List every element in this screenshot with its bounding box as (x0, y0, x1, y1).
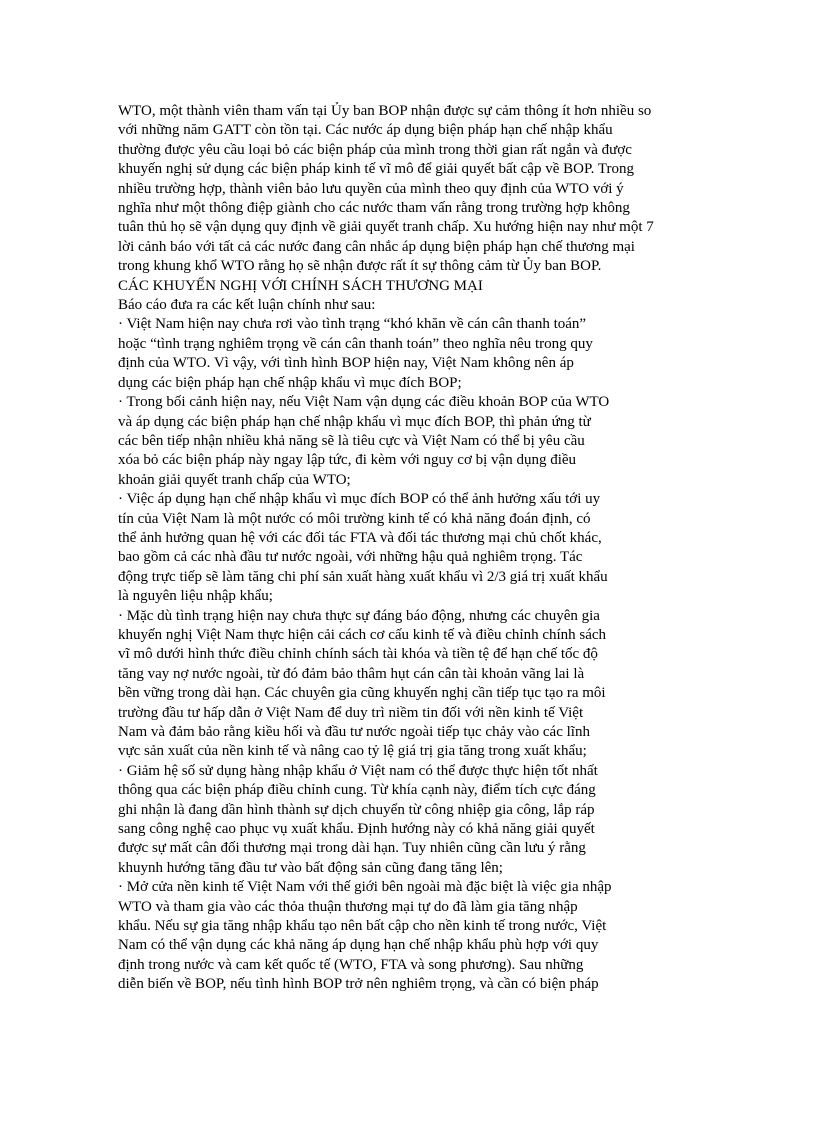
text-line: bền vững trong dài hạn. Các chuyên gia cũng khuyến nghị cần tiếp tục tạo ra môi (118, 685, 606, 702)
text-line: hoặc “tình trạng nghiêm trọng về cán cân thanh toán” theo nghĩa nêu trong quy (118, 335, 593, 352)
text-line: được sự mất cân đối thương mại trong dài hạn. Tuy nhiên cũng cần lưu ý rằng (118, 840, 586, 857)
text-line: thường được yêu cầu loại bỏ các biện pháp của mình trong thời gian rất ngắn và được (118, 141, 632, 158)
text-line: và áp dụng các biện pháp hạn chế nhập khẩu vì mục đích BOP, thì phản ứng từ (118, 413, 591, 430)
text-line: Báo cáo đưa ra các kết luận chính như sau: (118, 297, 376, 314)
text-line: tăng vay nợ nước ngoài, từ đó đảm bảo thâm hụt cán cân tài khoản vãng lai là (118, 665, 585, 682)
text-line: nghĩa như một thông điệp giành cho các nước tham vấn rằng trong trường hợp không (118, 200, 630, 217)
text-line: Nam có thể vận dụng các khả năng áp dụng hạn chế nhập khẩu phù hợp với quy (118, 937, 599, 954)
text-line: khuyến nghị Việt Nam thực hiện cải cách cơ cấu kinh tế và điều chỉnh chính sách (118, 626, 607, 643)
text-line: lời cảnh báo với tất cả các nước đang cân nhắc áp dụng biện pháp hạn chế thương mại (118, 238, 635, 255)
text-line: khuyến nghị sử dụng các biện pháp kinh tế vĩ mô để giải quyết bất cập về BOP. Trong (118, 161, 634, 178)
intro-paragraph (118, 102, 698, 277)
text-line: · Trong bối cảnh hiện nay, nếu Việt Nam vận dụng các điều khoản BOP của WTO (118, 394, 610, 411)
text-line: sang công nghệ cao phục vụ xuất khẩu. Định hướng này có khả năng giải quyết (118, 821, 595, 838)
text-line: Nam và đảm bảo rằng kiều hối và đầu tư nước ngoài tiếp tục chảy vào các lĩnh (118, 724, 590, 740)
text-line: thông qua các biện pháp điều chỉnh cung. Từ khía cạnh này, điểm tích cực đáng (118, 782, 596, 799)
text-line: động trực tiếp sẽ làm tăng chi phí sản xuất hàng xuất khẩu vì 2/3 giá trị xuất khẩu (118, 568, 608, 585)
text-line: trong khung khổ WTO rằng họ sẽ nhận được rất ít sự thông cảm từ Ủy ban BOP. (118, 258, 602, 275)
text-line: WTO và tham gia vào các thỏa thuận thương mại tự do đã làm gia tăng nhập (118, 898, 578, 915)
text-line: WTO, một thành viên tham vấn tại Ủy ban BOP nhận được sự cảm thông ít hơn nhiều so (118, 103, 652, 119)
text-line: khuynh hướng tăng đầu tư vào bất động sản cũng đang tăng lên; (118, 859, 503, 876)
text-line: xóa bỏ các biện pháp này ngay lập tức, đi kèm với nguy cơ bị vận dụng điều (118, 452, 577, 469)
text-line: là nguyên liệu nhập khẩu; (118, 588, 273, 605)
text-line: tín của Việt Nam là một nước có môi trường kinh tế có khả năng đoán định, có (118, 510, 591, 527)
recommendations-section (118, 296, 698, 995)
text-line: · Việc áp dụng hạn chế nhập khẩu vì mục đích BOP có thể ảnh hưởng xấu tới uy (118, 491, 601, 508)
text-line: tuân thủ họ sẽ vận dụng quy định về giải quyết tranh chấp. Xu hướng hiện nay như một 7 (118, 219, 654, 236)
text-line: vực sản xuất của nền kinh tế và nâng cao tỷ lệ giá trị gia tăng trong xuất khẩu; (118, 743, 587, 760)
text-line: · Mặc dù tình trạng hiện nay chưa thực sự đáng báo động, nhưng các chuyên gia (118, 607, 600, 624)
section-heading: CÁC KHUYẾN NGHỊ VỚI CHÍNH SÁCH THƯƠNG MẠI (118, 277, 483, 294)
text-line: dụng các biện pháp hạn chế nhập khẩu vì mục đích BOP; (118, 374, 462, 391)
text-line: trường đầu tư hấp dẫn ở Việt Nam để duy trì niềm tin đối với nền kinh tế Việt (118, 704, 584, 721)
text-line: ghi nhận là đang dần hình thành sự dịch chuyển từ công nhiệp gia công, lắp ráp (118, 801, 595, 818)
text-line: thể ảnh hưởng quan hệ với các đối tác FTA và đối tác thương mại chủ chốt khác, (118, 529, 602, 546)
document-body (118, 102, 698, 995)
text-line: bao gồm cả các nhà đầu tư nước ngoài, với những hậu quả nghiêm trọng. Tác (118, 549, 583, 566)
text-line: định của WTO. Vì vậy, với tình hình BOP hiện nay, Việt Nam không nên áp (118, 355, 574, 372)
text-line: nhiều trường hợp, thành viên bảo lưu quyền của mình theo quy định của WTO với ý (118, 180, 624, 197)
text-line: khẩu. Nếu sự gia tăng nhập khẩu tạo nên bất cập cho nền kinh tế trong nước, Việt (118, 918, 607, 935)
text-line: · Giảm hệ số sử dụng hàng nhập khẩu ở Việt nam có thể được thực hiện tốt nhất (118, 762, 598, 779)
text-line: với những năm GATT còn tồn tại. Các nước áp dụng biện pháp hạn chế nhập khẩu (118, 122, 613, 139)
text-line: khoản giải quyết tranh chấp của WTO; (118, 471, 351, 488)
text-line: diễn biến về BOP, nếu tình hình BOP trở nên nghiêm trọng, và cần có biện pháp (118, 976, 599, 993)
text-line: các bên tiếp nhận nhiều khả năng sẽ là tiêu cực và Việt Nam có thể bị yêu cầu (118, 432, 585, 449)
text-line: vĩ mô dưới hình thức điều chỉnh chính sách tài khóa và tiền tệ để hạn chế tốc độ (118, 646, 598, 663)
text-line: · Việt Nam hiện nay chưa rơi vào tình trạng “khó khăn về cán cân thanh toán” (118, 316, 587, 333)
text-line: định trong nước và cam kết quốc tế (WTO, FTA và song phương). Sau những (118, 956, 584, 973)
text-line: · Mở cửa nền kinh tế Việt Nam với thế giới bên ngoài mà đặc biệt là việc gia nhập (118, 879, 612, 896)
